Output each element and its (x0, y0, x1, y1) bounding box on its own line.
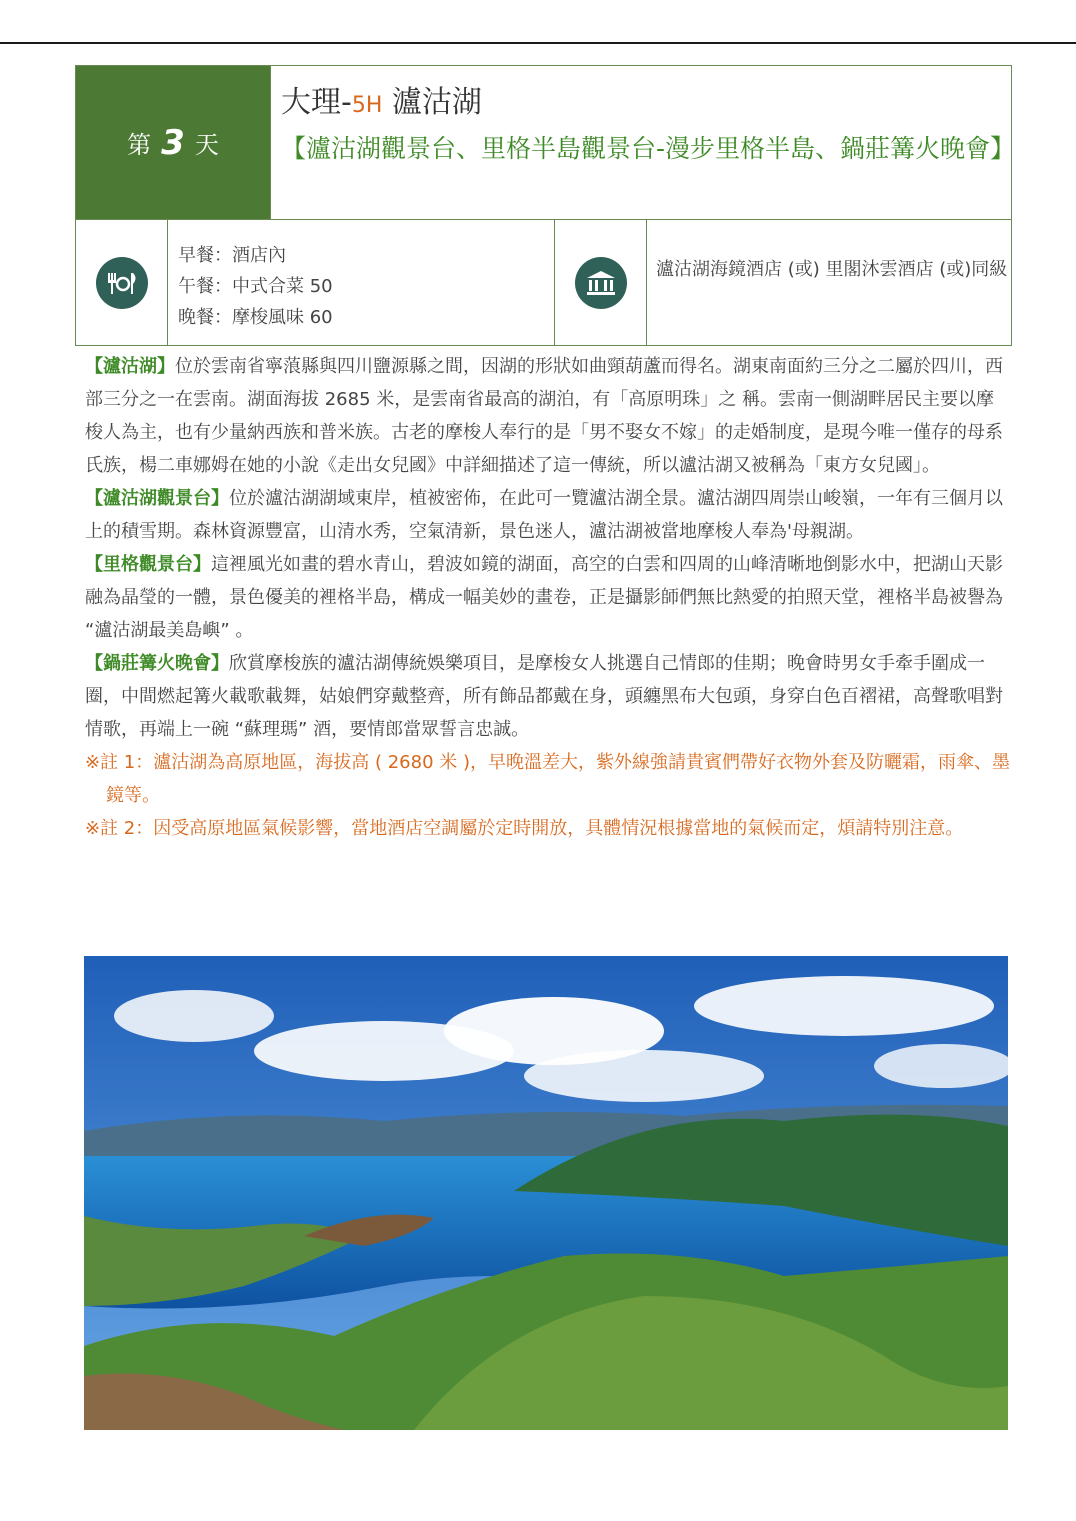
day-prefix: 第 (127, 131, 152, 159)
day-header-table (75, 65, 1016, 346)
itinerary-content (85, 350, 1010, 845)
meals-list (168, 220, 554, 346)
route-hours: 5H (351, 93, 383, 118)
section-bonfire-party (85, 647, 1010, 746)
meals-hotel-row (76, 219, 1011, 346)
section-body: 位於雲南省寧蒗縣與四川鹽源縣之間，因湖的形狀如曲頸葫蘆而得名。湖東南面約三分之二屬於四川，西部三分之一在雲南。湖面海拔 2685 米，是雲南省最高的湖泊，有「高原明珠」之 稱。雲南一側湖畔居民主要以摩梭人為主，也有少量納西族和普米族。古老的摩梭人奉行的是「男不娶女不嫁」的走婚制度，是現今唯一僅存的母系氏族，楊二車娜姆在她的小說《走出女兒國》中詳細描述了這一傳統，所以瀘沽湖又被稱為「東方女兒國」。 (85, 356, 1003, 476)
section-heading: 【瀘沽湖觀景台】 (85, 488, 229, 509)
lugu-lake-photo (84, 956, 1008, 1430)
hotel-text: 瀘沽湖海鏡酒店 (或) 里閣沐雲酒店 (或)同級 (656, 259, 1008, 280)
section-body: 位於瀘沽湖湖域東岸，植被密佈，在此可一覽瀘沽湖全景。瀘沽湖四周崇山峻嶺，一年有三個月以上的積雪期。森林資源豐富，山清水秀，空氣清新，景色迷人，瀘沽湖被當地摩梭人奉為'母親湖。 (85, 488, 1003, 542)
section-lugu-viewpoint (85, 482, 1010, 548)
section-heading: 【瀘沽湖】 (85, 356, 175, 377)
section-lugu-lake (85, 350, 1010, 482)
day-title-cell (270, 66, 1016, 219)
dining-icon (96, 257, 148, 309)
note-1: ※註 1：瀘沽湖為高原地區，海拔高 ( 2680 米 )，早晚溫差大，紫外線強請貴賓們帶好衣物外套及防曬霜，雨傘、墨鏡等。 (85, 752, 1010, 806)
section-heading: 【里格觀景台】 (85, 554, 211, 575)
route-from: 大理- (281, 85, 352, 120)
section-body: 欣賞摩梭族的瀘沽湖傳統娛樂項目，是摩梭女人挑選自己情郎的佳期；晚會時男女手牽手圍成一圈，中間燃起篝火載歌載舞，姑娘們穿戴整齊，所有飾品都戴在身，頭纏黑布大包頭，身穿白色百褶裙，高聲歌唱對情歌，再端上一碗 “蘇理瑪” 酒，要情郎當眾誓言忠誠。 (85, 653, 1003, 740)
section-heading: 【鍋莊篝火晚會】 (85, 653, 229, 674)
route-to: 瀘沽湖 (382, 85, 482, 120)
top-rule (0, 42, 1076, 44)
section-body: 這裡風光如畫的碧水青山，碧波如鏡的湖面，高空的白雲和四周的山峰清晰地倒影水中，把湖山天影融為晶瑩的一體，景色優美的裡格半島，構成一幅美妙的畫卷，正是攝影師們無比熱愛的拍照天堂，裡格半島被譽為 “瀘沽湖最美島嶼” 。 (85, 554, 1003, 641)
route-subtitle: 【瀘沽湖觀景台、里格半島觀景台-漫步里格半島、鍋莊篝火晚會】 (281, 134, 1016, 163)
hotel-building-icon (575, 257, 627, 309)
breakfast-text: 早餐：酒店內 (178, 245, 286, 266)
lunch-text: 午餐：中式合菜 50 (178, 276, 333, 297)
hotel-icon-cell (554, 220, 647, 346)
note-2: ※註 2：因受高原地區氣候影響，當地酒店空調屬於定時開放，具體情況根據當地的氣候而定，煩請特別注意。 (85, 818, 964, 839)
day-suffix: 天 (194, 131, 219, 159)
dinner-text: 晚餐：摩梭風味 60 (178, 307, 333, 328)
section-lige-viewpoint (85, 548, 1010, 647)
meal-icon-cell (76, 220, 168, 346)
day-label (76, 66, 270, 219)
day-number: 3 (161, 122, 185, 163)
route-title (281, 84, 1011, 125)
